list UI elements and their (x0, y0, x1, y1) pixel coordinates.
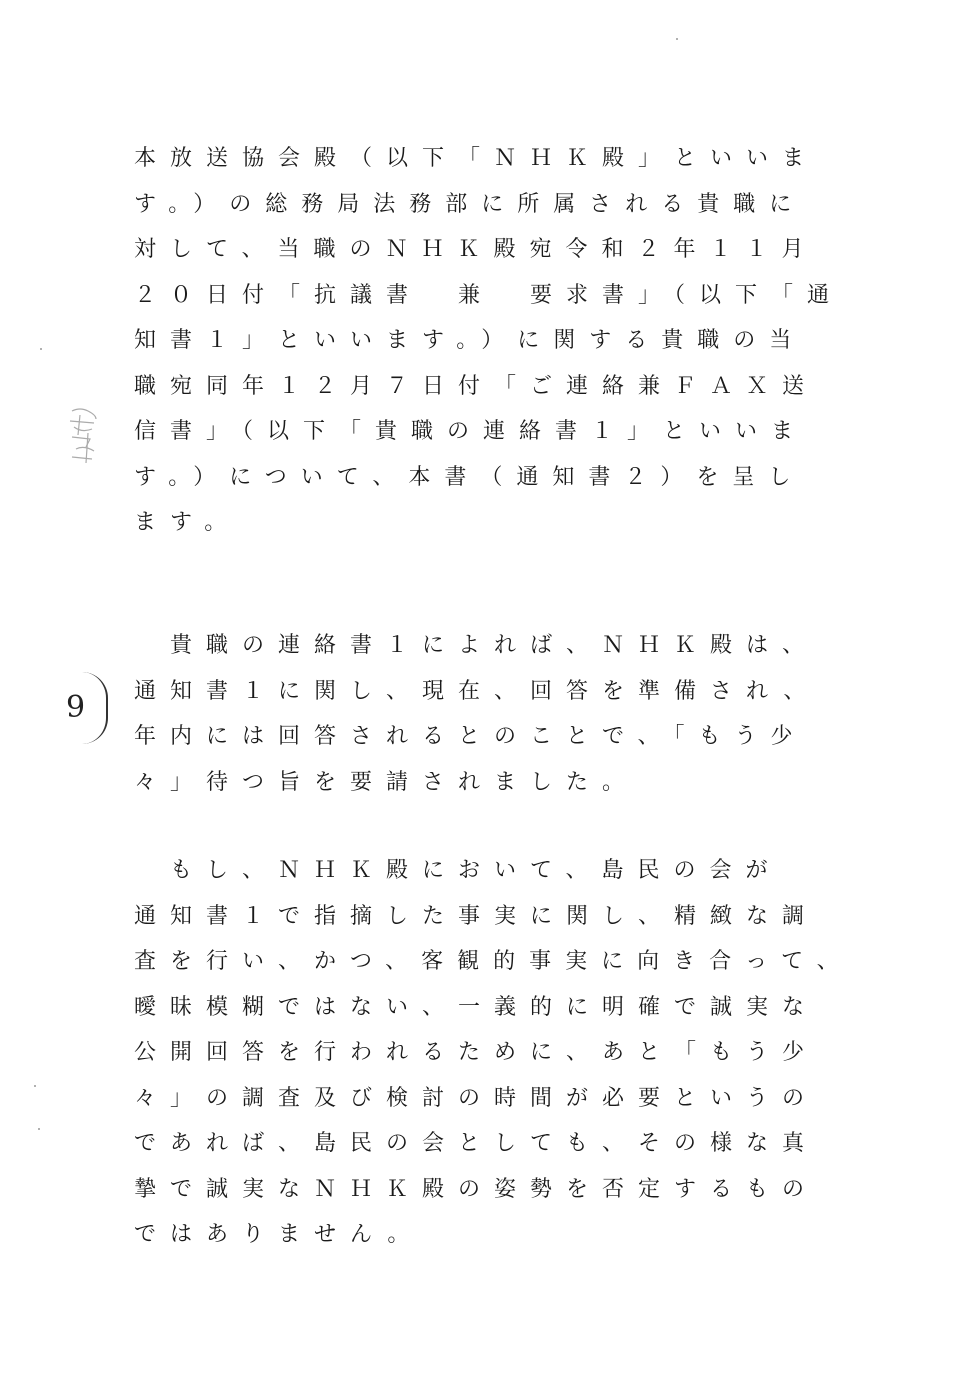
text-line: ます。 (134, 510, 241, 535)
text-line: 本放送協会殿（以下「ＮＨＫ殿」といいま (134, 146, 819, 171)
margin-bracket-mark (82, 672, 108, 744)
paragraph-1 (134, 136, 844, 546)
text-line: 摯で誠実なＮＨＫ殿の姿勢を否定するもの (134, 1176, 819, 1202)
text-line: 査を行い、かつ、客観的事実に向き合って、 (134, 949, 853, 974)
text-line: ではありません。 (134, 1222, 424, 1247)
text-line: す。）について、本書（通知書２）を呈し (134, 464, 805, 490)
scan-speck (34, 1085, 36, 1087)
text-line: ２０日付「抗議書 兼 要求書」（以下「通 (134, 282, 844, 308)
scan-speck (676, 38, 678, 40)
margin-page-number: 9 (66, 690, 86, 725)
text-line: 職宛同年１２月７日付「ご連絡兼ＦＡＸ送 (134, 373, 819, 399)
text-line: 知書１」といいます。）に関する貴職の当 (134, 328, 806, 353)
text-line: 対して、当職のＮＨＫ殿宛令和２年１１月 (134, 237, 818, 262)
text-line: 信書」（以下「貴職の連絡書１」といいま (134, 419, 808, 444)
seal-stamp-mark (66, 405, 100, 467)
scan-speck (40, 348, 42, 350)
text-line: す。）の総務局法務部に所属される貴職に (134, 191, 806, 217)
paragraph-3 (134, 848, 853, 1258)
text-line: 通知書１で指摘した事実に関し、精緻な調 (134, 903, 819, 929)
scan-speck (38, 1128, 40, 1130)
text-line: もし、ＮＨＫ殿において、島民の会が (134, 858, 782, 883)
text-line: 公開回答を行われるために、あと「もう少 (134, 1040, 819, 1065)
text-line: 々」の調査及び検討の時間が必要というの (134, 1085, 819, 1111)
text-line: 曖昧模糊ではない、一義的に明確で誠実な (134, 994, 819, 1020)
text-line: 貴職の連絡書１によれば、ＮＨＫ殿は、 (134, 633, 819, 658)
text-line: であれば、島民の会としても、その様な真 (134, 1131, 819, 1156)
paragraph-2 (134, 623, 834, 805)
text-line: 通知書１に関し、現在、回答を準備され、 (134, 678, 820, 704)
text-line: 々」待つ旨を要請されました。 (134, 769, 639, 795)
text-line: 年内には回答されるとのことで、「もう少 (134, 724, 807, 749)
